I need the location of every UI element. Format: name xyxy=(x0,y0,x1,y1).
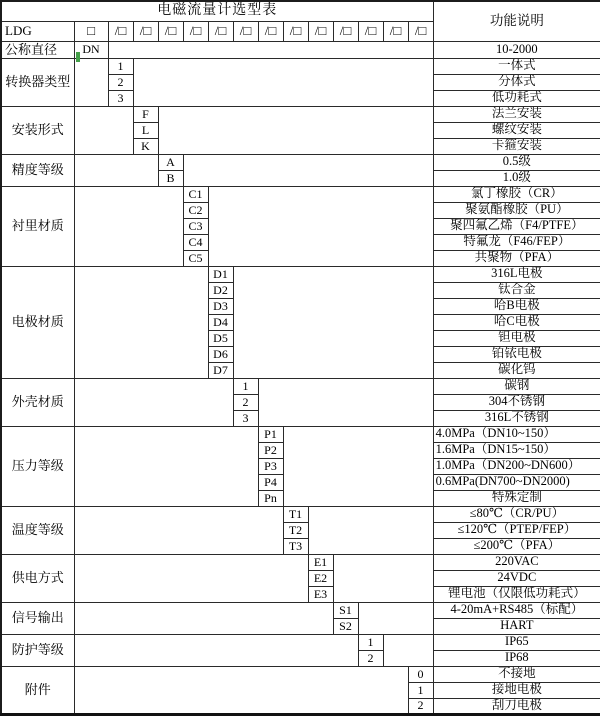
option-row xyxy=(1,154,600,170)
option-desc: 刮刀电极 xyxy=(433,698,600,715)
option-code: E2 xyxy=(308,570,333,586)
option-row xyxy=(1,666,600,682)
option-desc: 304不锈钢 xyxy=(433,394,600,410)
category-label: 压力等级 xyxy=(1,426,74,506)
category-label: 衬里材质 xyxy=(1,186,74,266)
spacer-cell xyxy=(158,106,433,154)
option-code: S1 xyxy=(333,602,358,618)
option-code: 2 xyxy=(408,698,433,715)
option-desc: 0.6MPa(DN700~DN2000) xyxy=(433,474,600,490)
spacer-cell xyxy=(208,186,433,266)
option-desc: 220VAC xyxy=(433,554,600,570)
option-code: 2 xyxy=(108,74,133,90)
option-desc: IP68 xyxy=(433,650,600,666)
option-desc: 接地电极 xyxy=(433,682,600,698)
category-label: 公称直径 xyxy=(1,41,74,58)
code-slash-box: /□ xyxy=(233,21,258,41)
code-slash-box: /□ xyxy=(408,21,433,41)
option-desc: 聚四氟乙烯（F4/PTFE） xyxy=(433,218,600,234)
option-code: C1 xyxy=(183,186,208,202)
title-row xyxy=(1,1,600,21)
category-label: 防护等级 xyxy=(1,634,74,666)
option-row xyxy=(1,506,600,522)
option-desc: 哈B电极 xyxy=(433,298,600,314)
option-row xyxy=(1,554,600,570)
option-code: D5 xyxy=(208,330,233,346)
option-desc: 316L电极 xyxy=(433,266,600,282)
spacer-cell xyxy=(74,602,333,634)
category-label: 电极材质 xyxy=(1,266,74,378)
code-slash-box: /□ xyxy=(208,21,233,41)
spacer-cell xyxy=(133,58,433,106)
option-row xyxy=(1,58,600,74)
option-code: C2 xyxy=(183,202,208,218)
spacer-cell xyxy=(233,266,433,378)
spacer-cell xyxy=(74,506,283,554)
option-code: 1 xyxy=(233,378,258,394)
option-desc: 碳钢 xyxy=(433,378,600,394)
option-row xyxy=(1,602,600,618)
option-desc: ≤200℃（PFA） xyxy=(433,538,600,554)
option-code: P2 xyxy=(258,442,283,458)
option-desc: 螺纹安装 xyxy=(433,122,600,138)
code-slash-box: /□ xyxy=(108,21,133,41)
option-code: 3 xyxy=(233,410,258,426)
category-label: 转换器类型 xyxy=(1,58,74,106)
option-row xyxy=(1,426,600,442)
category-label: 信号输出 xyxy=(1,602,74,634)
option-desc: 4-20mA+RS485（标配） xyxy=(433,602,600,618)
spacer-cell xyxy=(74,554,308,602)
option-code: D7 xyxy=(208,362,233,378)
spacer-cell xyxy=(74,106,133,154)
option-code: 2 xyxy=(233,394,258,410)
green-selection-artifact xyxy=(76,52,80,62)
spacer-cell xyxy=(333,554,433,602)
option-desc: 316L不锈钢 xyxy=(433,410,600,426)
option-code: D2 xyxy=(208,282,233,298)
option-code: 1 xyxy=(108,58,133,74)
option-code: 1 xyxy=(358,634,383,650)
spacer-cell xyxy=(358,602,433,634)
category-label: 供电方式 xyxy=(1,554,74,602)
option-row xyxy=(1,634,600,650)
option-code: C4 xyxy=(183,234,208,250)
code-slash-box: /□ xyxy=(283,21,308,41)
spacer-cell xyxy=(308,506,433,554)
category-label: 精度等级 xyxy=(1,154,74,186)
option-desc: 特氟龙（F46/FEP） xyxy=(433,234,600,250)
option-code: C3 xyxy=(183,218,208,234)
option-row xyxy=(1,106,600,122)
option-code: P4 xyxy=(258,474,283,490)
option-desc: 卡箍安装 xyxy=(433,138,600,154)
option-desc: HART xyxy=(433,618,600,634)
option-desc: 24VDC xyxy=(433,570,600,586)
spacer-cell xyxy=(283,426,433,506)
option-code: Pn xyxy=(258,490,283,506)
option-desc: 低功耗式 xyxy=(433,90,600,106)
option-code: T2 xyxy=(283,522,308,538)
spacer-cell xyxy=(74,186,183,266)
option-desc: 共聚物（PFA） xyxy=(433,250,600,266)
option-code: 0 xyxy=(408,666,433,682)
code-slash-box: /□ xyxy=(133,21,158,41)
code-slash-box: /□ xyxy=(183,21,208,41)
option-row xyxy=(1,186,600,202)
spacer-cell xyxy=(383,634,433,666)
spacer-cell xyxy=(258,378,433,426)
spacer-cell xyxy=(74,266,208,378)
option-desc: 一体式 xyxy=(433,58,600,74)
diameter-row xyxy=(1,41,600,58)
option-code: A xyxy=(158,154,183,170)
function-column-header: 功能说明 xyxy=(433,1,600,41)
option-desc: 锂电池（仅限低功耗式） xyxy=(433,586,600,602)
option-desc: 分体式 xyxy=(433,74,600,90)
option-desc: 钛合金 xyxy=(433,282,600,298)
option-code: E1 xyxy=(308,554,333,570)
category-label: 温度等级 xyxy=(1,506,74,554)
option-desc: 1.0MPa（DN200~DN600） xyxy=(433,458,600,474)
option-desc: 铂铱电极 xyxy=(433,346,600,362)
option-code: DN xyxy=(74,41,108,58)
option-desc: 0.5级 xyxy=(433,154,600,170)
option-code: K xyxy=(133,138,158,154)
code-slash-box: /□ xyxy=(333,21,358,41)
option-code: F xyxy=(133,106,158,122)
option-code: T1 xyxy=(283,506,308,522)
option-code: T3 xyxy=(283,538,308,554)
option-row xyxy=(1,266,600,282)
option-desc: 钽电极 xyxy=(433,330,600,346)
option-desc: 10-2000 xyxy=(433,41,600,58)
category-label: 外壳材质 xyxy=(1,378,74,426)
option-desc: ≤120℃（PTEP/FEP） xyxy=(433,522,600,538)
option-desc: 4.0MPa（DN10~150） xyxy=(433,426,600,442)
option-code: P3 xyxy=(258,458,283,474)
spacer-cell xyxy=(183,154,433,186)
option-code: 2 xyxy=(358,650,383,666)
model-prefix: LDG xyxy=(1,21,74,41)
option-code: L xyxy=(133,122,158,138)
option-code: D3 xyxy=(208,298,233,314)
option-desc: 不接地 xyxy=(433,666,600,682)
option-row xyxy=(1,378,600,394)
category-label: 安装形式 xyxy=(1,106,74,154)
option-desc: 碳化钨 xyxy=(433,362,600,378)
option-desc: 法兰安装 xyxy=(433,106,600,122)
spacer-cell xyxy=(74,666,408,715)
option-code: S2 xyxy=(333,618,358,634)
option-code: 3 xyxy=(108,90,133,106)
spacer-cell xyxy=(74,58,108,106)
option-code: D4 xyxy=(208,314,233,330)
option-desc: 哈C电极 xyxy=(433,314,600,330)
option-code: C5 xyxy=(183,250,208,266)
spacer-cell xyxy=(108,41,433,58)
spacer-cell xyxy=(74,634,358,666)
option-desc: 1.0级 xyxy=(433,170,600,186)
code-slash-box: /□ xyxy=(158,21,183,41)
option-code: 1 xyxy=(408,682,433,698)
option-desc: IP65 xyxy=(433,634,600,650)
option-desc: 聚氨酯橡胶（PU） xyxy=(433,202,600,218)
option-code: D1 xyxy=(208,266,233,282)
spacer-cell xyxy=(74,154,158,186)
option-code: B xyxy=(158,170,183,186)
category-label: 附件 xyxy=(1,666,74,715)
option-code: E3 xyxy=(308,586,333,602)
option-desc: 氯丁橡胶（CR） xyxy=(433,186,600,202)
code-slash-box: /□ xyxy=(383,21,408,41)
option-code: P1 xyxy=(258,426,283,442)
option-desc: 1.6MPa（DN15~150） xyxy=(433,442,600,458)
spacer-cell xyxy=(74,378,233,426)
option-code: D6 xyxy=(208,346,233,362)
page-title: 电磁流量计选型表 xyxy=(1,1,433,21)
code-slash-box: /□ xyxy=(258,21,283,41)
code-box: □ xyxy=(74,21,108,41)
code-slash-box: /□ xyxy=(308,21,333,41)
code-slash-box: /□ xyxy=(358,21,383,41)
option-desc: 特殊定制 xyxy=(433,490,600,506)
spacer-cell xyxy=(74,426,258,506)
option-desc: ≤80℃（CR/PU） xyxy=(433,506,600,522)
